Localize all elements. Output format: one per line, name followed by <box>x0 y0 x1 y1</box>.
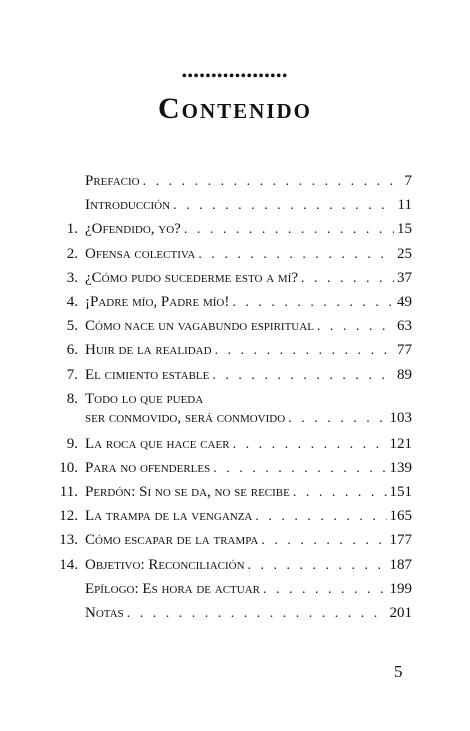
dot-leader <box>263 582 387 598</box>
toc-entry-page: 201 <box>389 605 412 621</box>
toc-entry-number: 2. <box>66 245 78 262</box>
toc-entry-6[interactable] <box>40 342 412 366</box>
toc-entry-label: La roca que hace caer <box>85 435 230 452</box>
dot-leader <box>301 271 394 287</box>
toc-entry-page: 49 <box>397 293 412 310</box>
toc-entry-5[interactable] <box>40 318 412 342</box>
toc-entry-introduccion[interactable] <box>40 197 412 221</box>
toc-entry-number: 11. <box>59 484 78 501</box>
toc-entry-page: 165 <box>389 508 412 525</box>
toc-entry-prefacio[interactable] <box>40 173 412 197</box>
dot-leader <box>261 533 386 549</box>
toc-entry-number: 3. <box>66 269 78 286</box>
dot-leader <box>255 509 386 525</box>
toc-entry-page: 177 <box>389 532 412 549</box>
ornament-divider: •••••••••••••••••• <box>181 69 289 84</box>
dot-leader <box>293 485 387 501</box>
toc-entry-number: 9. <box>66 435 78 452</box>
page-number: 5 <box>394 662 403 681</box>
table-of-contents <box>40 173 412 629</box>
toc-entry-label: Huir de la realidad <box>85 342 212 359</box>
toc-entry-page: 15 <box>397 221 412 238</box>
toc-entry-label-line2: ser conmovido, será conmovido <box>85 409 286 426</box>
toc-entry-page: 25 <box>397 245 412 262</box>
toc-entry-13[interactable] <box>40 532 412 556</box>
toc-entry-label: Objetivo: Reconciliación <box>85 556 245 573</box>
dot-leader <box>248 558 387 574</box>
toc-entry-page: 63 <box>397 318 412 335</box>
toc-entry-label: Para no ofenderles <box>85 459 211 476</box>
toc-entry-number: 14. <box>59 556 78 573</box>
toc-entry-label: El cimiento estable <box>85 366 210 383</box>
toc-entry-epilogo[interactable] <box>40 581 412 605</box>
toc-entry-number: 12. <box>59 508 78 525</box>
toc-entry-page: 121 <box>389 435 412 452</box>
toc-entry-label: ¡Padre mío, Padre mío! <box>85 293 230 310</box>
toc-entry-page: 11 <box>397 197 412 214</box>
toc-entry-label: Epílogo: Es hora de actuar <box>85 580 260 597</box>
dot-leader <box>143 174 402 190</box>
toc-entry-label: Introducción <box>85 197 171 214</box>
toc-entry-label: Todo lo que pueda <box>85 390 204 407</box>
toc-entry-page: 7 <box>404 173 412 189</box>
toc-entry-10[interactable] <box>40 460 412 484</box>
toc-entry-1[interactable] <box>40 221 412 245</box>
toc-entry-page: 77 <box>397 342 412 359</box>
toc-entry-8-continued[interactable] <box>40 410 412 436</box>
toc-entry-label: ¿Ofendido, yo? <box>85 221 181 238</box>
dot-leader <box>317 319 394 335</box>
toc-entry-page: 151 <box>389 484 412 501</box>
toc-entry-label: Perdón: Si no se da, no se recibe <box>85 484 290 501</box>
toc-entry-14[interactable] <box>40 557 412 581</box>
toc-entry-label: ¿Cómo pudo sucederme esto a mí? <box>85 269 298 286</box>
dot-leader <box>184 222 394 238</box>
dot-leader <box>213 461 386 477</box>
dot-leader <box>288 411 386 427</box>
toc-entry-number: 4. <box>66 293 78 310</box>
toc-entry-11[interactable] <box>40 484 412 508</box>
toc-entry-label: Cómo nace un vagabundo espiritual <box>85 318 314 335</box>
toc-entry-number: 8. <box>66 390 78 407</box>
toc-entry-label: Cómo escapar de la trampa <box>85 532 259 549</box>
toc-entry-number: 7. <box>66 366 78 383</box>
toc-entry-9[interactable] <box>40 436 412 460</box>
toc-entry-12[interactable] <box>40 508 412 532</box>
toc-entry-page: 199 <box>389 580 412 597</box>
toc-entry-number: 1. <box>66 221 78 238</box>
toc-entry-notas[interactable] <box>40 605 412 629</box>
toc-entry-page: 89 <box>397 366 412 383</box>
toc-entry-label: La trampa de la venganza <box>85 508 253 525</box>
toc-entry-label: Prefacio <box>85 173 140 189</box>
dot-leader <box>232 295 394 311</box>
toc-entry-2[interactable] <box>40 246 412 270</box>
dot-leader <box>127 606 387 622</box>
toc-entry-page: 103 <box>389 409 412 426</box>
dot-leader <box>215 343 394 359</box>
page-title: Contenido <box>157 92 313 125</box>
toc-entry-page: 139 <box>389 459 412 476</box>
dot-leader <box>198 247 394 263</box>
toc-entry-label: Ofensa colectiva <box>85 245 196 262</box>
toc-entry-4[interactable] <box>40 294 412 318</box>
toc-entry-number: 5. <box>66 318 78 335</box>
toc-entry-label: Notas <box>85 605 124 621</box>
toc-entry-page: 37 <box>397 269 412 286</box>
dot-leader <box>173 198 394 214</box>
toc-entry-number: 6. <box>66 342 78 359</box>
toc-entry-7[interactable] <box>40 367 412 391</box>
toc-entry-3[interactable] <box>40 270 412 294</box>
toc-entry-number: 10. <box>59 459 78 476</box>
toc-entry-page: 187 <box>389 556 412 573</box>
dot-leader <box>233 437 387 453</box>
dot-leader <box>212 368 394 384</box>
toc-entry-8[interactable] <box>40 391 412 410</box>
toc-entry-number: 13. <box>59 532 78 549</box>
